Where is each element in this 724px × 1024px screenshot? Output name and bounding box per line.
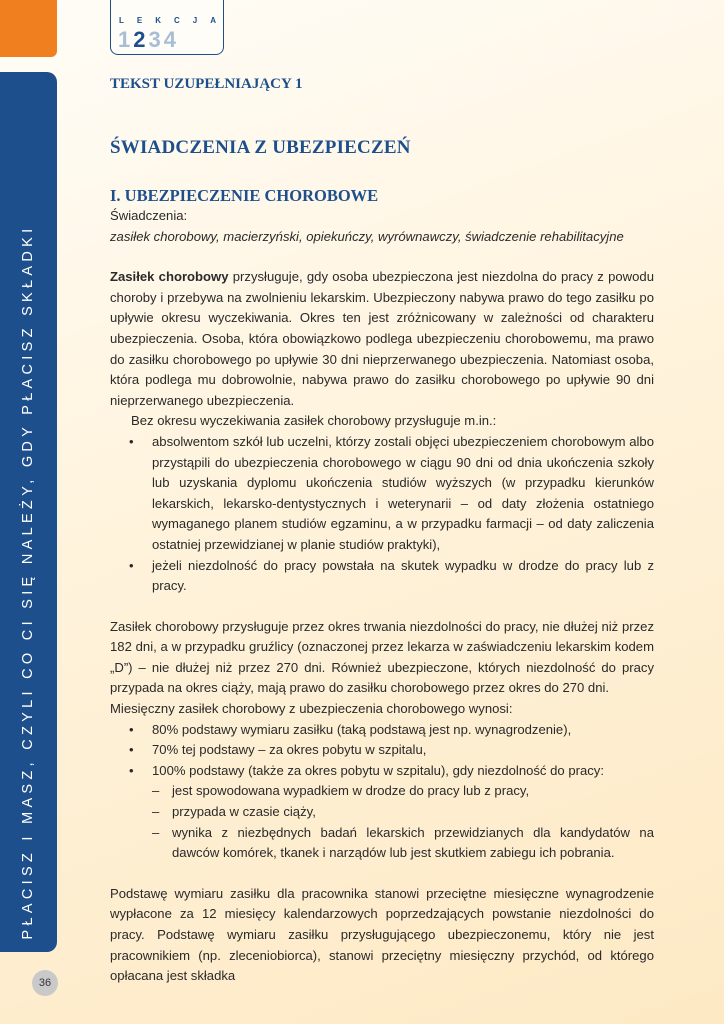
- benefits-label: Świadczenia:: [110, 208, 188, 223]
- benefits-list: zasiłek chorobowy, macierzyński, opiekuńczy, wyrównawczy, świadczenie rehabilitacyjne: [110, 228, 624, 244]
- page-number: 36: [32, 970, 58, 996]
- sidebar-title: PŁACISZ I MASZ, CZYLI CO CI SIĘ NALEŻY, GDY PŁACISZ SKŁADKI: [20, 224, 36, 940]
- lesson-number-1: 1: [118, 27, 134, 52]
- sublist-item: – jest spowodowana wypadkiem w drodze do pracy lub z pracy,: [172, 781, 654, 802]
- section-subhead: TEKST UZUPEŁNIAJĄCY 1: [110, 76, 303, 92]
- page-title: ŚWIADCZENIA Z UBEZPIECZEŃ: [110, 137, 411, 158]
- sidebar: [0, 72, 57, 952]
- main-content: [110, 76, 654, 987]
- no-waiting-list: [110, 432, 654, 597]
- list-item: • jeżeli niezdolność do pracy powstała na skutek wypadku w drodze do pracy lub z pracy.: [152, 556, 654, 597]
- lesson-number-4: 4: [163, 27, 179, 52]
- paragraph-sick-leave: [110, 267, 654, 411]
- lesson-numbers: [118, 27, 179, 53]
- sublist-item: – przypada w czasie ciąży,: [172, 802, 654, 823]
- amount-sublist: [152, 781, 654, 863]
- orange-corner-tab: [0, 0, 57, 57]
- list-item: [152, 761, 654, 864]
- list-item: • absolwentom szkół lub uczelni, którzy zostali objęci ubezpieczeniem chorobowym albo przystąpili do ubezpieczenia chorobowego w ciągu 90 dni od dnia ukończenia szkoły lub uzyskania dyplomu ukończenia studiów wyższych (w przypadku kierunków lekarskich, lekarsko-dentystycznych i weterynarii – od daty złożenia ostatniego wymaganego planem studiów egzaminu, a w przypadku farmacji – od daty zaliczenia ostatniej przewidzianej w planie studiów praktyki),: [152, 432, 654, 556]
- lesson-number-3: 3: [148, 27, 164, 52]
- list-item: • 80% podstawy wymiaru zasiłku (taką podstawą jest np. wynagrodzenie),: [152, 720, 654, 741]
- lesson-number-2: 2: [133, 27, 149, 52]
- paragraph-amount: Miesięczny zasiłek chorobowy z ubezpieczenia chorobowego wynosi:: [110, 701, 513, 717]
- term-bold: Zasiłek chorobowy: [110, 269, 229, 285]
- lesson-indicator: [110, 0, 230, 55]
- paragraph-text: przysługuje, gdy osoba ubezpieczona jest niezdolna do pracy z powodu choroby i przebywa na zwolnieniu lekarskim. Ubezpieczony nabywa prawo do tego zasiłku po upływie okresu wyczekiwania. Okres ten jest zróżnicowany w zależności od charakteru ubezpieczenia. Osoba, która obowiązkowo podlega ubezpieczeniu chorobowemu, ma prawo do zasiłku chorobowego po upływie 30 dni nieprzerwanego ubezpieczenia. Natomiast osoba, która podlega mu dobrowolnie, nabywa prawo do zasiłku chorobowego po upływie 90 dni nieprzerwanego ubezpieczenia.: [110, 269, 654, 408]
- list-item: • 70% tej podstawy – za okres pobytu w szpitalu,: [152, 740, 654, 761]
- paragraph-basis: Podstawę wymiaru zasiłku dla pracownika stanowi przeciętne miesięczne wynagrodzenie wypłacone za 12 miesięcy kalendarzowych poprzedzających powstanie niezdolności do pracy. Podstawę wymiaru zasiłku przysługującego ubezpieczonemu, który nie jest pracownikiem (np. zleceniobiorca), stanowi przeciętny miesięczny przychód, od którego opłacana jest składka: [110, 885, 654, 984]
- lesson-label: LEKCJA: [119, 16, 230, 25]
- list-item-text: 100% podstawy (także za okres pobytu w szpitalu), gdy niezdolność do pracy:: [152, 762, 604, 778]
- paragraph-duration: Zasiłek chorobowy przysługuje przez okres trwania niezdolności do pracy, nie dłużej niż przez 182 dni, a w przypadku gruźlicy (oznaczonej przez lekarza w zaświadczeniu lekarskim kodem „D”) – nie dłużej niż przez 270 dni. Również ubezpieczone, których niezdolność do pracy przypada na okres ciąży, mają prawo do zasiłku chorobowego przez okres do 270 dni.: [110, 618, 654, 696]
- amount-list: [110, 720, 654, 864]
- section-heading: I. UBEZPIECZENIE CHOROBOWE: [110, 186, 379, 205]
- paragraph-no-waiting: Bez okresu wyczekiwania zasiłek chorobowy przysługuje m.in.:: [131, 413, 497, 429]
- sublist-item: – wynika z niezbędnych badań lekarskich przewidzianych dla kandydatów na dawców komórek, tkanek i narządów lub jest skutkiem zabiegu ich pobrania.: [172, 823, 654, 864]
